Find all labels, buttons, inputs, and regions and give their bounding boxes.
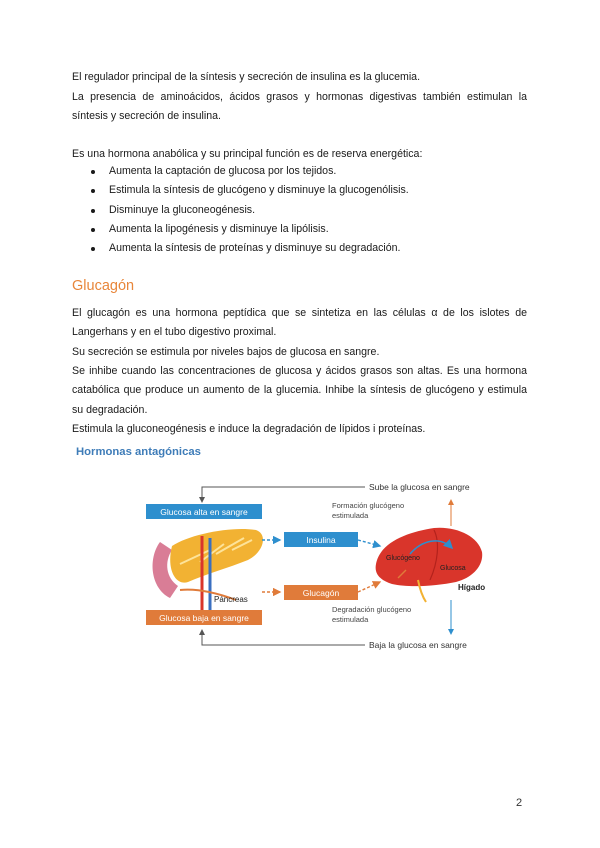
bullet-icon: [91, 228, 95, 232]
bullet-icon: [91, 189, 95, 193]
rise-label: Sube la glucosa en sangre: [369, 482, 470, 492]
degradation-label-line2: estimulada: [332, 615, 369, 624]
bottom-feedback-line: [202, 630, 365, 645]
low-glucose-label: Glucosa baja en sangre: [159, 613, 249, 623]
diagram-svg: [140, 470, 496, 656]
degradation-label-line1: Degradación glucógeno: [332, 605, 412, 614]
pancreas-label: Páncreas: [214, 595, 248, 604]
glucagon-paragraph-1: El glucagón es una hormona peptídica que se sintetiza en las células α de los islotes de Langerhans y en el tubo digestivo proximal.: [72, 307, 527, 339]
glycogen-label: Glucógeno: [386, 555, 420, 562]
list-item: Disminuye la gluconeogénesis.: [72, 201, 527, 220]
list-item: Aumenta la síntesis de proteínas y disminuye su degradación.: [72, 239, 527, 258]
list-item: Aumenta la captación de glucosa por los tejidos.: [72, 162, 527, 181]
list-item: Estimula la síntesis de glucógeno y disminuye la glucogenólisis.: [72, 181, 527, 200]
glucagon-label: Glucagón: [302, 588, 340, 598]
bullet-icon: [91, 170, 95, 174]
page-number: 2: [516, 797, 523, 809]
insulin-paragraph-2: La presencia de aminoácidos, ácidos grasos y hormonas digestivas también estimulan la síntesis y secreción de insulina.: [72, 91, 527, 123]
figure-title: Hormonas antagónicas: [76, 446, 201, 458]
fall-label: Baja la glucosa en sangre: [369, 640, 467, 650]
insulin-paragraph-3: Es una hormona anabólica y su principal función es de reserva energética:: [72, 148, 423, 160]
liver-label: Hígado: [458, 583, 486, 592]
glucose-label: Glucosa: [440, 565, 466, 572]
glucagon-paragraph-2: Su secreción se estimula por niveles bajos de glucosa en sangre.: [72, 346, 380, 358]
glucagon-to-liver-arrow: [358, 582, 380, 592]
insulin-to-liver-arrow: [358, 540, 380, 546]
glucagon-paragraph-3: Se inhibe cuando las concentraciones de glucosa y ácidos grasos son altas. Es una hormona catabólica que produce un aumento de la glucemia. Inhibe la síntesis de glucógeno y estimula su degradación.: [72, 365, 527, 416]
formation-label-line2: estimulada: [332, 511, 369, 520]
glucagon-paragraph-4: Estimula la gluconeogénesis e induce la degradación de lípidos i proteínas.: [72, 423, 426, 435]
top-feedback-line: [202, 487, 365, 502]
formation-label-line1: Formación glucógeno: [332, 501, 405, 510]
insulin-paragraph-1: El regulador principal de la síntesis y secreción de insulina es la glucemia.: [72, 71, 421, 83]
antagonistic-hormones-diagram: [140, 470, 496, 656]
glucagon-heading: Glucagón: [72, 278, 135, 294]
high-glucose-label: Glucosa alta en sangre: [160, 507, 248, 517]
bullet-icon: [91, 209, 95, 213]
list-item: Aumenta la lipogénesis y disminuye la lipólisis.: [72, 220, 527, 239]
insulin-functions-list: [72, 162, 527, 258]
bullet-icon: [91, 247, 95, 251]
insulin-label: Insulina: [306, 535, 336, 545]
